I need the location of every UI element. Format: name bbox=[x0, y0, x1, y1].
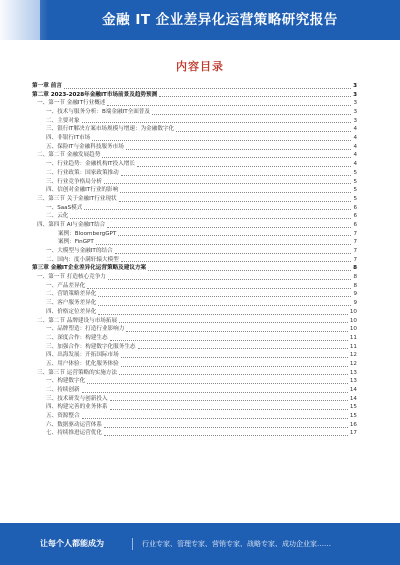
toc-entry-label: 第二章 2023-2028年金融IT市场前景及趋势预测 bbox=[32, 91, 158, 98]
toc-entry[interactable] bbox=[32, 403, 357, 412]
toc-entry[interactable] bbox=[32, 178, 357, 187]
toc-entry-page: 4 bbox=[353, 126, 357, 133]
footer-tagline: 行业专家、管理专家、营销专家、战略专家、成功企业家…… bbox=[142, 540, 331, 548]
toc-entry-label: 二、第二节 品牌建设与市场拓展 bbox=[37, 317, 118, 324]
toc-entry[interactable] bbox=[32, 108, 357, 117]
toc-entry-page: 8 bbox=[353, 274, 357, 281]
toc-entry-label: 四、第四节 AI与金融IT结合 bbox=[37, 221, 106, 228]
toc-leader-dots bbox=[126, 331, 348, 332]
toc-entry-label: 二、云化 bbox=[46, 213, 69, 220]
toc-entry-page: 17 bbox=[349, 430, 357, 437]
toc-leader-dots bbox=[107, 105, 351, 106]
toc-entry-label: 五、保险IT与金融科技服务市场 bbox=[46, 143, 124, 150]
toc-entry-page: 3 bbox=[353, 100, 357, 107]
toc-leader-dots bbox=[110, 409, 348, 410]
toc-leader-dots bbox=[98, 305, 351, 306]
toc-entry-label: 二、深度合作：构建生态 bbox=[46, 334, 108, 341]
page-footer bbox=[0, 523, 400, 565]
toc-leader-dots bbox=[152, 114, 351, 115]
toc-entry[interactable] bbox=[32, 117, 357, 126]
toc-leader-dots bbox=[98, 296, 351, 297]
toc-entry[interactable] bbox=[32, 421, 357, 430]
toc-entry-label: 五、用户体验：优化服务体验 bbox=[46, 360, 119, 367]
footer-slogan: 让每个人都能成为 bbox=[40, 539, 104, 548]
toc-entry-label: 一、产品差异化 bbox=[46, 282, 86, 289]
toc-entry-label: 案例：FinGPT bbox=[58, 239, 94, 246]
toc-entry[interactable] bbox=[32, 204, 357, 213]
toc-entry-label: 一、品牌塑造：打造行业影响力 bbox=[46, 326, 125, 333]
toc-entry-page: 16 bbox=[349, 421, 357, 428]
report-header bbox=[0, 0, 400, 40]
toc-leader-dots bbox=[126, 149, 352, 150]
toc-entry-page: 8 bbox=[353, 282, 357, 289]
toc-leader-dots bbox=[120, 192, 351, 193]
toc-entry-page: 4 bbox=[353, 161, 357, 168]
toc-leader-dots bbox=[121, 357, 348, 358]
toc-entry[interactable] bbox=[32, 134, 357, 143]
toc-entry-page: 6 bbox=[353, 204, 357, 211]
toc-entry[interactable] bbox=[32, 291, 357, 300]
toc-entry-label: 四、价格定位差异化 bbox=[46, 308, 97, 315]
toc-entry-page: 3 bbox=[353, 117, 357, 124]
toc-leader-dots bbox=[102, 157, 351, 158]
toc-leader-dots bbox=[119, 374, 348, 375]
toc-leader-dots bbox=[121, 261, 352, 262]
toc-entry-page: 15 bbox=[349, 404, 357, 411]
toc-entry[interactable] bbox=[32, 351, 357, 360]
toc-entry-page: 9 bbox=[353, 291, 357, 298]
toc-leader-dots bbox=[159, 96, 351, 97]
toc-entry[interactable] bbox=[32, 282, 357, 291]
toc-entry-page: 4 bbox=[353, 152, 357, 159]
toc-entry-label: 一、第一节 打造核心竞争力 bbox=[37, 274, 106, 281]
toc-entry-label: 四、构建完善的业务体系 bbox=[46, 404, 108, 411]
toc-leader-dots bbox=[119, 322, 348, 323]
toc-entry[interactable] bbox=[32, 247, 357, 256]
toc-entry-label: 四、出海发展：开拓国际市场 bbox=[46, 352, 119, 359]
toc-entry-page: 7 bbox=[353, 239, 357, 246]
toc-entry[interactable] bbox=[32, 395, 357, 404]
toc-leader-dots bbox=[110, 340, 348, 341]
toc-entry[interactable] bbox=[32, 256, 357, 265]
toc-entry[interactable] bbox=[32, 360, 357, 369]
toc-leader-dots bbox=[110, 400, 348, 401]
toc-entry[interactable] bbox=[32, 152, 357, 161]
toc-entry-label: 一、行业趋势：金融机构IT投入增长 bbox=[46, 161, 135, 168]
toc-entry-page: 13 bbox=[349, 369, 357, 376]
toc-entry-page: 12 bbox=[349, 360, 357, 367]
toc-entry[interactable] bbox=[32, 377, 357, 386]
toc-entry-page: 3 bbox=[353, 82, 357, 89]
toc-entry-label: 一、SaaS模式 bbox=[46, 204, 83, 211]
toc-leader-dots bbox=[87, 288, 351, 289]
toc-entry-page: 9 bbox=[353, 300, 357, 307]
toc-entry-label: 二、营销策略差异化 bbox=[46, 291, 97, 298]
toc-leader-dots bbox=[176, 131, 351, 132]
toc-entry-label: 三、银行IT解决方案市场规模与增速：为金融数字化 bbox=[46, 126, 175, 133]
toc-entry-label: 二、行业政策：国家政策推动 bbox=[46, 169, 119, 176]
toc-leader-dots bbox=[87, 383, 348, 384]
toc-entry-page: 8 bbox=[353, 265, 357, 272]
toc-entry-label: 二、第二节 金融发展趋势 bbox=[37, 152, 101, 159]
toc-entry-label: 二、主要对象 bbox=[46, 117, 80, 124]
toc-entry-label: 三、加强合作：构建数字化服务生态 bbox=[46, 343, 136, 350]
toc-leader-dots bbox=[84, 209, 351, 210]
toc-entry-label: 三、第三节 运营策略的实施方法 bbox=[37, 369, 118, 376]
toc-entry[interactable] bbox=[32, 221, 357, 230]
toc-entry[interactable] bbox=[32, 160, 357, 169]
toc-entry[interactable] bbox=[32, 308, 357, 317]
toc-entry[interactable] bbox=[32, 430, 357, 439]
toc-leader-dots bbox=[104, 427, 348, 428]
toc-entry-page: 11 bbox=[349, 343, 357, 350]
toc-leader-dots bbox=[115, 253, 352, 254]
toc-entry[interactable] bbox=[32, 369, 357, 378]
footer-divider bbox=[132, 538, 133, 550]
toc-leader-dots bbox=[118, 235, 351, 236]
toc-leader-dots bbox=[82, 392, 348, 393]
toc-entry-label: 一、构建数字化 bbox=[46, 378, 86, 385]
toc-entry-label: 四、非银行IT市场 bbox=[46, 135, 91, 142]
header-decoration bbox=[0, 0, 40, 40]
toc-entry-page: 6 bbox=[353, 221, 357, 228]
toc-leader-dots bbox=[104, 183, 351, 184]
toc-entry-page: 3 bbox=[353, 109, 357, 116]
toc-entry-page: 7 bbox=[353, 248, 357, 255]
toc-entry-page: 10 bbox=[349, 326, 357, 333]
toc-entry[interactable] bbox=[32, 343, 357, 352]
toc-leader-dots bbox=[104, 435, 348, 436]
toc-entry[interactable] bbox=[32, 317, 357, 326]
toc-entry-label: 一、第一节 金融IT行业概述 bbox=[37, 100, 106, 107]
toc-entry-label: 七、持续推进运营优化 bbox=[46, 430, 102, 437]
toc-leader-dots bbox=[119, 201, 352, 202]
toc-leader-dots bbox=[121, 175, 352, 176]
toc-entry[interactable] bbox=[32, 212, 357, 221]
toc-leader-dots bbox=[70, 218, 351, 219]
toc-entry-page: 14 bbox=[349, 395, 357, 402]
toc-entry-page: 6 bbox=[353, 213, 357, 220]
toc-entry-page: 14 bbox=[349, 387, 357, 394]
toc-entry[interactable] bbox=[32, 143, 357, 152]
toc-entry-page: 5 bbox=[353, 178, 357, 185]
toc-entry[interactable] bbox=[32, 238, 357, 247]
toc-entry[interactable] bbox=[32, 273, 357, 282]
toc-entry-label: 三、第三节 关于金融IT行业现状 bbox=[37, 195, 117, 202]
toc-entry-page: 10 bbox=[349, 317, 357, 324]
toc-entry-page: 12 bbox=[349, 352, 357, 359]
toc-entry-page: 11 bbox=[349, 334, 357, 341]
toc-leader-dots bbox=[92, 140, 351, 141]
toc-entry[interactable] bbox=[32, 325, 357, 334]
toc-leader-dots bbox=[82, 122, 352, 123]
toc-entry-label: 三、客户服务差异化 bbox=[46, 300, 97, 307]
toc-entry-page: 7 bbox=[353, 230, 357, 237]
toc-entry-label: 三、技术研发与创新投入 bbox=[46, 395, 108, 402]
toc-entry-label: 案例：BloombergGPT bbox=[58, 230, 117, 237]
toc-entry-page: 3 bbox=[353, 91, 357, 98]
toc-entry-page: 4 bbox=[353, 135, 357, 142]
toc-entry[interactable] bbox=[32, 299, 357, 308]
toc-leader-dots bbox=[148, 270, 351, 271]
toc-entry-page: 7 bbox=[353, 256, 357, 263]
toc-entry[interactable] bbox=[32, 169, 357, 178]
toc-entry[interactable] bbox=[32, 91, 357, 100]
toc-entry[interactable] bbox=[32, 386, 357, 395]
toc-entry[interactable] bbox=[32, 264, 357, 273]
toc-entry-label: 一、技术与服务分析：B端金融IT全面普及 bbox=[46, 109, 150, 116]
toc-leader-dots bbox=[108, 279, 352, 280]
toc-entry-page: 4 bbox=[353, 143, 357, 150]
toc-leader-dots bbox=[64, 88, 351, 89]
toc-entry-page: 5 bbox=[353, 195, 357, 202]
report-title: 金融 IT 企业差异化运营策略研究报告 bbox=[102, 12, 338, 28]
toc-entry[interactable] bbox=[32, 82, 357, 91]
toc-entry-label: 第一章 前言 bbox=[32, 82, 62, 89]
toc-entry-label: 三、行业竞争格局分析 bbox=[46, 178, 102, 185]
table-of-contents bbox=[32, 82, 357, 438]
toc-heading: 内容目录 bbox=[176, 60, 224, 73]
toc-leader-dots bbox=[107, 227, 351, 228]
toc-leader-dots bbox=[138, 348, 348, 349]
toc-entry[interactable] bbox=[32, 125, 357, 134]
toc-entry-page: 13 bbox=[349, 378, 357, 385]
toc-entry-label: 四、信创对金融IT行业的影响 bbox=[46, 187, 119, 194]
toc-entry-label: 第三章 金融IT企业差异化运营策略及建议方案 bbox=[32, 265, 147, 272]
toc-entry-page: 5 bbox=[353, 187, 357, 194]
toc-entry[interactable] bbox=[32, 230, 357, 239]
toc-entry-label: 二、持续创新 bbox=[46, 387, 80, 394]
toc-entry-label: 六、数据驱动运营体系 bbox=[46, 421, 102, 428]
toc-entry-page: 15 bbox=[349, 413, 357, 420]
toc-leader-dots bbox=[137, 166, 351, 167]
toc-leader-dots bbox=[96, 244, 352, 245]
toc-entry-page: 5 bbox=[353, 169, 357, 176]
toc-leader-dots bbox=[121, 366, 348, 367]
toc-leader-dots bbox=[82, 418, 348, 419]
toc-entry-page: 10 bbox=[349, 308, 357, 315]
toc-entry[interactable] bbox=[32, 195, 357, 204]
toc-entry[interactable] bbox=[32, 334, 357, 343]
toc-entry-label: 五、资源整合 bbox=[46, 413, 80, 420]
toc-entry[interactable] bbox=[32, 186, 357, 195]
toc-entry-label: 二、国内：度小满轩辕大模型 bbox=[46, 256, 119, 263]
toc-entry[interactable] bbox=[32, 99, 357, 108]
toc-entry-label: 一、大模型与金融IT的结合 bbox=[46, 248, 113, 255]
toc-entry[interactable] bbox=[32, 412, 357, 421]
toc-leader-dots bbox=[98, 314, 348, 315]
